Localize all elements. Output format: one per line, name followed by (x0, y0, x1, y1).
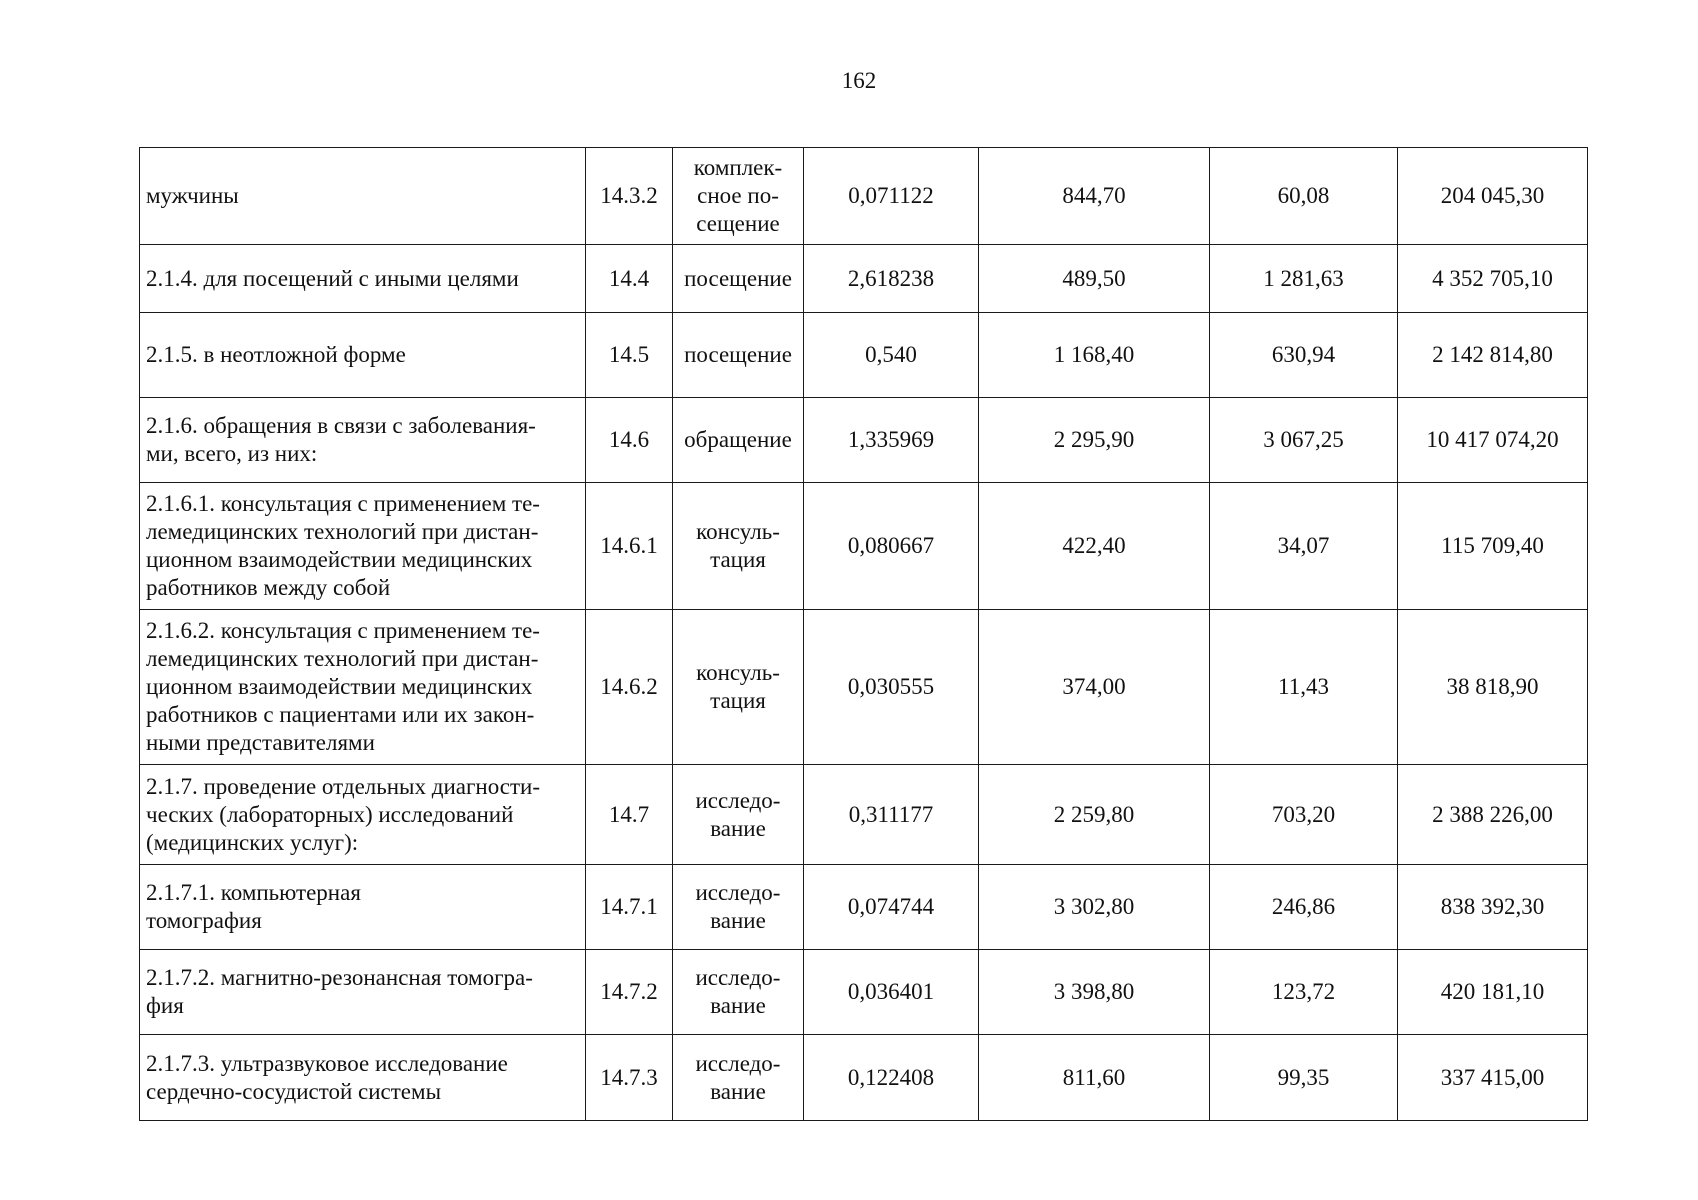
row-per-capita-text: 11,43 (1278, 674, 1329, 699)
row-per-capita-text: 630,94 (1271, 342, 1336, 367)
row-per-capita-cell (1210, 865, 1398, 950)
row-per-capita-text: 246,86 (1271, 894, 1336, 919)
row-unit-cell (673, 483, 804, 610)
row-per-capita-text: 3 067,25 (1263, 427, 1344, 452)
row-rate-text: 0,036401 (847, 979, 935, 1004)
row-per-capita-cell (1210, 483, 1398, 610)
table-row (140, 483, 1588, 610)
row-total-text: 38 818,90 (1446, 674, 1539, 699)
row-cost-text: 2 295,90 (1053, 427, 1135, 452)
row-unit-text: консуль- тация (696, 519, 780, 572)
row-cost-text: 3 398,80 (1053, 979, 1135, 1004)
row-name-cell (140, 765, 586, 865)
row-name-cell (140, 313, 586, 398)
row-rate-text: 0,080667 (847, 533, 935, 558)
row-rate-text: 0,311177 (848, 801, 934, 827)
row-total-cell (1398, 483, 1588, 610)
row-per-capita-cell (1210, 610, 1398, 765)
row-cost-text: 844,70 (1062, 183, 1126, 208)
data-table (139, 147, 1588, 1121)
row-name-cell (140, 148, 586, 245)
table-row (140, 245, 1588, 313)
row-name-text: 2.1.6.2. консультация с применением те- лемедицинских технологий при дистан- ционном взаимодействии медицинских работников с пациентами или их закон- ными представителями (146, 618, 540, 755)
row-per-capita-cell (1210, 148, 1398, 245)
row-name-text: 2.1.6.1. консультация с применением те- лемедицинских технологий при дистан- ционном взаимодействии медицинских работников между собой (146, 491, 540, 600)
row-code-cell (586, 950, 673, 1035)
row-unit-text: посещение (684, 265, 792, 291)
row-code-text: 14.6.1 (600, 533, 658, 558)
row-rate-text: 1,335969 (847, 427, 935, 452)
row-unit-cell (673, 765, 804, 865)
row-cost-cell (979, 398, 1210, 483)
row-per-capita-cell (1210, 398, 1398, 483)
row-per-capita-text: 1 281,63 (1263, 265, 1344, 291)
table-row (140, 1035, 1588, 1121)
row-unit-text: исследо- вание (695, 965, 781, 1018)
row-per-capita-cell (1210, 765, 1398, 865)
row-unit-text: комплек- сное по- сещение (693, 155, 783, 236)
row-total-cell (1398, 1035, 1588, 1121)
row-name-text: 2.1.7.2. магнитно-резонансная томогра- фия (146, 965, 533, 1018)
row-total-cell (1398, 865, 1588, 950)
row-total-cell (1398, 610, 1588, 765)
row-unit-cell (673, 245, 804, 313)
row-code-text: 14.7.1 (600, 894, 658, 919)
row-cost-text: 374,00 (1062, 674, 1126, 699)
row-cost-text: 1 168,40 (1053, 342, 1135, 367)
table-row (140, 610, 1588, 765)
row-unit-cell (673, 1035, 804, 1121)
table-row (140, 865, 1588, 950)
row-unit-cell (673, 398, 804, 483)
row-cost-text: 811,60 (1062, 1064, 1126, 1090)
row-name-text: 2.1.4. для посещений с иными целями (146, 265, 519, 291)
row-per-capita-cell (1210, 313, 1398, 398)
row-per-capita-cell (1210, 1035, 1398, 1121)
row-rate-text: 2,618238 (847, 265, 935, 291)
row-cost-cell (979, 950, 1210, 1035)
row-rate-text: 0,540 (865, 342, 917, 367)
row-cost-text: 3 302,80 (1053, 894, 1135, 919)
table-row (140, 950, 1588, 1035)
table-row (140, 765, 1588, 865)
row-unit-cell (673, 148, 804, 245)
row-name-text: 2.1.5. в неотложной форме (146, 342, 406, 367)
row-total-text: 337 415,00 (1440, 1064, 1545, 1090)
row-code-cell (586, 245, 673, 313)
row-code-text: 14.7 (608, 801, 650, 827)
row-name-text: 2.1.7.3. ультразвуковое исследование сердечно-сосудистой системы (146, 1050, 508, 1104)
row-cost-text: 422,40 (1062, 533, 1126, 558)
row-code-cell (586, 313, 673, 398)
row-total-text: 420 181,10 (1440, 979, 1545, 1004)
row-cost-cell (979, 610, 1210, 765)
row-rate-text: 0,030555 (847, 674, 935, 699)
row-code-text: 14.5 (608, 342, 650, 367)
row-per-capita-text: 123,72 (1271, 979, 1336, 1004)
row-total-cell (1398, 398, 1588, 483)
row-cost-cell (979, 313, 1210, 398)
row-name-cell (140, 483, 586, 610)
row-total-text: 2 388 226,00 (1432, 801, 1553, 827)
row-total-text: 2 142 814,80 (1432, 342, 1553, 367)
row-unit-cell (673, 950, 804, 1035)
row-code-text: 14.6.2 (600, 674, 658, 699)
row-name-cell (140, 1035, 586, 1121)
page-number: 162 (841, 68, 877, 93)
row-name-cell (140, 398, 586, 483)
row-cost-text: 2 259,80 (1053, 801, 1135, 827)
row-per-capita-text: 34,07 (1277, 533, 1330, 558)
row-name-cell (140, 245, 586, 313)
row-total-text: 4 352 705,10 (1432, 265, 1553, 291)
row-name-text: 2.1.7. проведение отдельных диагности- ческих (лабораторных) исследований (медицинских услуг): (146, 773, 541, 855)
row-code-cell (586, 610, 673, 765)
row-cost-cell (979, 865, 1210, 950)
row-code-text: 14.7.2 (600, 979, 658, 1004)
row-unit-text: исследо- вание (695, 787, 781, 841)
row-unit-text: посещение (684, 342, 792, 367)
row-total-text: 838 392,30 (1440, 894, 1545, 919)
table-row (140, 398, 1588, 483)
row-cost-cell (979, 245, 1210, 313)
row-name-text: 2.1.7.1. компьютерная томография (146, 880, 361, 933)
row-cost-cell (979, 483, 1210, 610)
row-unit-text: обращение (684, 427, 792, 452)
row-unit-text: исследо- вание (695, 1050, 781, 1104)
row-total-cell (1398, 950, 1588, 1035)
row-per-capita-cell (1210, 950, 1398, 1035)
row-unit-cell (673, 610, 804, 765)
row-code-text: 14.6 (608, 427, 650, 452)
row-unit-cell (673, 313, 804, 398)
row-rate-cell (804, 765, 979, 865)
table-row (140, 148, 1588, 245)
row-cost-cell (979, 765, 1210, 865)
row-code-text: 14.3.2 (600, 183, 658, 208)
row-rate-text: 0,122408 (847, 1064, 935, 1090)
row-code-text: 14.7.3 (600, 1064, 658, 1090)
row-unit-text: консуль- тация (696, 660, 780, 713)
row-total-cell (1398, 148, 1588, 245)
row-code-cell (586, 1035, 673, 1121)
row-rate-cell (804, 483, 979, 610)
row-unit-text: исследо- вание (695, 880, 781, 933)
row-name-cell (140, 950, 586, 1035)
row-code-cell (586, 865, 673, 950)
row-rate-cell (804, 1035, 979, 1121)
row-name-cell (140, 865, 586, 950)
row-rate-cell (804, 950, 979, 1035)
row-total-cell (1398, 765, 1588, 865)
row-code-cell (586, 398, 673, 483)
row-rate-cell (804, 865, 979, 950)
table-row (140, 313, 1588, 398)
row-rate-cell (804, 313, 979, 398)
row-rate-cell (804, 398, 979, 483)
table-body (140, 148, 1588, 1121)
row-rate-cell (804, 148, 979, 245)
row-cost-cell (979, 1035, 1210, 1121)
row-code-cell (586, 765, 673, 865)
row-per-capita-cell (1210, 245, 1398, 313)
row-per-capita-text: 99,35 (1277, 1064, 1330, 1090)
row-per-capita-text: 703,20 (1271, 801, 1336, 827)
row-cost-text: 489,50 (1062, 265, 1126, 291)
row-total-text: 115 709,40 (1441, 533, 1544, 558)
row-unit-cell (673, 865, 804, 950)
row-code-cell (586, 148, 673, 245)
row-rate-cell (804, 610, 979, 765)
row-total-text: 10 417 074,20 (1426, 427, 1559, 452)
row-cost-cell (979, 148, 1210, 245)
row-rate-text: 0,071122 (848, 183, 934, 208)
row-total-cell (1398, 245, 1588, 313)
row-name-text: мужчины (146, 183, 239, 208)
row-code-text: 14.4 (608, 265, 650, 291)
row-name-cell (140, 610, 586, 765)
row-name-text: 2.1.6. обращения в связи с заболевания- ми, всего, из них: (146, 413, 536, 466)
row-code-cell (586, 483, 673, 610)
row-total-cell (1398, 313, 1588, 398)
row-total-text: 204 045,30 (1440, 183, 1545, 208)
row-rate-cell (804, 245, 979, 313)
row-per-capita-text: 60,08 (1277, 183, 1330, 208)
row-rate-text: 0,074744 (847, 894, 935, 919)
